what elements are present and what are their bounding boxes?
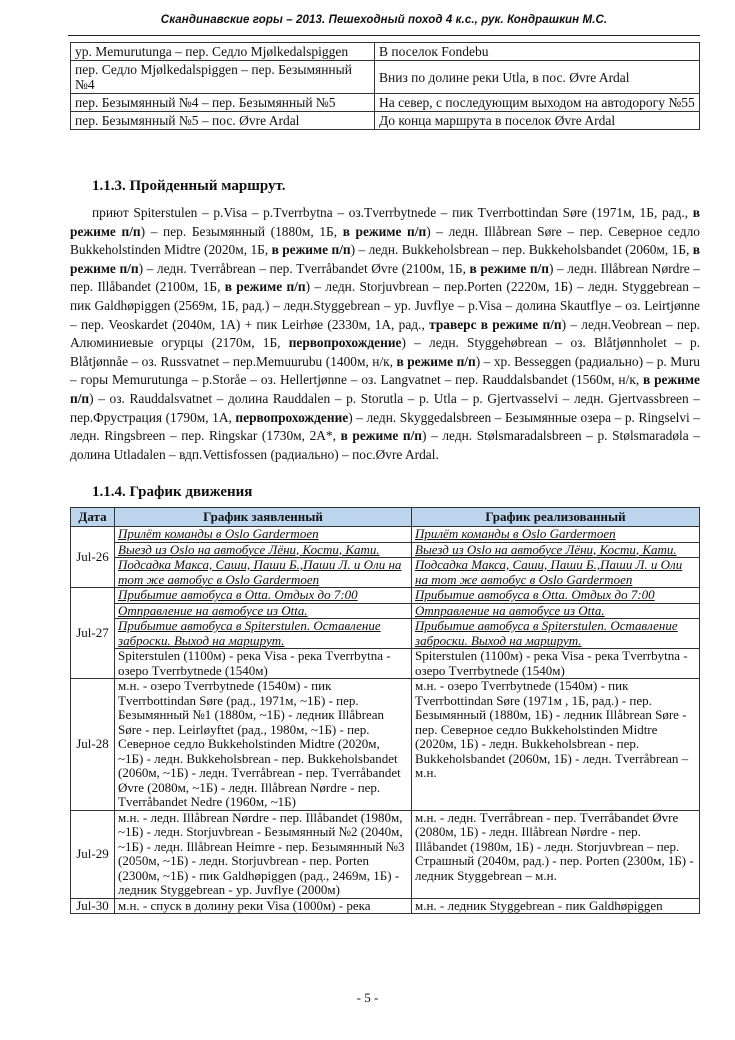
- route-text-segment: ) – оз. Rauddalsvatnet – долина Rauddalen – р. Storutla – р. Utla – р. Gjertvasselvi – ледн. Gjertvassbreen – пер.Фрустрация (1790м, 1А,: [70, 390, 700, 425]
- schedule-row: [71, 679, 700, 811]
- actual-cell: [412, 679, 700, 811]
- route-emphasis: первопрохождение: [235, 409, 349, 425]
- planned-cell: [115, 603, 412, 619]
- schedule-date-cell: Jul-28: [71, 679, 115, 811]
- actual-text: м.н. - ледник Styggebrean - пик Galdhøpiggen: [415, 897, 663, 913]
- schedule-row: [71, 898, 700, 914]
- route-segments-table: [70, 42, 700, 130]
- actual-text: Прибытие автобуса в Otta. Отдых до 7:00: [415, 587, 655, 602]
- planned-text: Прибытие автобуса в Otta. Отдых до 7:00: [118, 587, 358, 602]
- schedule-date-cell: Jul-26: [71, 527, 115, 588]
- route-emphasis: в режиме п/п: [340, 428, 423, 444]
- route-segment-cell: пер. Седло Mjølkedalspiggen – пер. Безымянный №4: [71, 61, 375, 94]
- planned-text: Прилёт команды в Oslo Gardermoen: [118, 526, 319, 541]
- route-text-segment: ) – ледн. Illåbrean Nørdre – пер. Illåbandet (2100м, 1Б,: [70, 260, 700, 295]
- planned-cell: [115, 527, 412, 543]
- planned-text: м.н. - озеро Tverrbytnede (1540м) - пик Tverrbottindan Søre (рад., 1971м, ~1Б) - пер. Безымянный №1 (1880м, ~1Б) - ледник Illåbrean Søre - пер. Leirløyftet (рад., 1980м, ~1Б) - пер. Северное седло Bukkeholstinden Midtre (2020м, ~1Б) - ледн. Bukkeholsbrean - пер. Bukkeholsbandet (2060м, ~1Б) - ледн. Tverråbrean - пер. Tverråbandet Øvre (2080м, ~1Б) - ледн. Illåbrean Nørdre - пер. Tverråbandet Nedre (1960м, ~1Б): [118, 678, 401, 809]
- header-actual: График реализованный: [412, 508, 700, 527]
- header-date: Дата: [71, 508, 115, 527]
- actual-text: Прибытие автобуса в Spiterstulen. Оставление заброски. Выход на маршрут.: [415, 618, 678, 648]
- planned-cell: [115, 810, 412, 898]
- planned-cell: [115, 588, 412, 604]
- route-segment-cell: пер. Безымянный №5 – пос. Øvre Ardal: [71, 112, 375, 130]
- schedule-row: [71, 558, 700, 588]
- schedule-row: [71, 542, 700, 558]
- actual-cell: [412, 603, 700, 619]
- planned-cell: [115, 679, 412, 811]
- route-emphasis: в режиме п/п: [469, 260, 549, 276]
- route-text-segment: ) – ледн. Tverråbrean – пер. Tverråbandet Øvre (2100м, 1Б,: [138, 260, 470, 276]
- route-text-segment: ) – ледн. Storjuvbrean – пер.Porten (2220м, 1Б) – ледн. Styggebrean – пик Galdhøpiggen (2569м, 1Б, рад.) – ледн.Styggebrean – ур. Juvflye – р.Visa – долина Skautflye – оз. Leirtjønne – пер. Veoskardet (2040м, 1А) + пик Leirhøe (2330м, 1А, рад.,: [70, 279, 700, 332]
- route-segment-row: [71, 112, 700, 130]
- actual-cell: [412, 898, 700, 914]
- actual-cell: [412, 558, 700, 588]
- header-planned: График заявленный: [115, 508, 412, 527]
- planned-text: Spiterstulen (1100м) - река Visa - река Tverrbytna - озеро Tverrbytnede (1540м): [118, 648, 391, 678]
- actual-text: м.н. - озеро Tverrbytnede (1540м) - пик Tverrbottindan Søre (1971м , 1Б, рад.) - пер. Безымянный (1880м, 1Б) - ледник Illåbrean Søre - пер. Северное седло Bukkeholstinden Midtre (2020м, 1Б) - ледн. Bukkeholsbrean - пер. Bukkeholsbandet (2060м, 1Б) - ледн. Tverråbrean – м.н.: [415, 678, 689, 780]
- route-segment-row: [71, 94, 700, 112]
- actual-text: Отправление на автобусе из Otta.: [415, 602, 605, 618]
- planned-cell: [115, 649, 412, 679]
- route-text-segment: ) – ледн. Illåbrean Søre – пер. Северное седло Bukkeholstinden Midtre (2020м, 1Б,: [70, 223, 700, 258]
- schedule-row: [71, 588, 700, 604]
- route-segment-cell: ур. Memurutunga – пер. Седло Mjølkedalspiggen: [71, 43, 375, 61]
- planned-text: Прибытие автобуса в Spiterstulen. Оставление заброски. Выход на маршрут.: [118, 618, 381, 648]
- planned-cell: [115, 898, 412, 914]
- planned-text: м.н. - спуск в долину реки Visa (1000м) - река: [118, 897, 371, 913]
- route-emphasis: в режиме п/п: [271, 242, 351, 258]
- actual-cell: [412, 542, 700, 558]
- planned-cell: [115, 619, 412, 649]
- schedule-date-cell: Jul-29: [71, 810, 115, 898]
- route-emphasis: в режиме п/п: [224, 279, 306, 295]
- actual-text: м.н. - ледн. Tverråbrean - пер. Tverråbandet Øvre (2080м, 1Б) - ледн. Illåbrean Nørdre - пер. Illåbandet (1980м, 1Б) - ледн. Storjuvbrean – пер. Страшный (2040м, рад.) - пер. Porten (2300м, 1Б) - ледник Styggebrean – м.н.: [415, 809, 694, 883]
- route-segment-row: [71, 61, 700, 94]
- planned-text: Выезд из Oslo на автобусе Лёни, Кости, Кати.: [118, 541, 380, 557]
- route-text-segment: приют Spiterstulen – р.Visa – р.Tverrbytna – оз.Tverrbytnede – пик Tverrbottindan Søre (1971м, 1Б, рад.,: [92, 205, 693, 220]
- route-text-segment: ) – ледн. Skyggedalsbreen – Безымянные озера – р. Ringselvi – ледн. Ringsbreen – пер. Ringskar (1730м, 2А*,: [70, 409, 701, 444]
- planned-cell: [115, 542, 412, 558]
- schedule-row: [71, 649, 700, 679]
- schedule-row: [71, 619, 700, 649]
- route-text-segment: ) – ледн. Styggehøbrean – оз. Blåtjønnholet – р. Blåtjønnåe – оз. Russvatnet – пер.Memuurubu (1400м, н/к,: [70, 335, 700, 369]
- actual-text: Прилёт команды в Oslo Gardermoen: [415, 526, 616, 541]
- route-text-segment: ) – ледн. Stølsmaradalsbreen – р. Stølsmaradøla – долина Utladalen – вдп.Vettisfossen (радиально) – пос.Øvre Ardal.: [70, 428, 700, 462]
- actual-cell: [412, 527, 700, 543]
- route-emphasis: в режиме п/п: [70, 205, 700, 239]
- route-text-segment: ) – ледн.Veobrean – пер. Алюминиевые огурцы (2170м, 1Б,: [70, 316, 701, 351]
- route-direction-cell: На север, с последующим выходом на автодорогу №55: [375, 94, 700, 112]
- route-segment-row: [71, 43, 700, 61]
- planned-cell: [115, 558, 412, 588]
- planned-text: Отправление на автобусе из Otta.: [118, 602, 308, 618]
- section-heading-schedule: 1.1.4. График движения: [92, 484, 253, 500]
- actual-cell: [412, 588, 700, 604]
- route-direction-cell: До конца маршрута в поселок Øvre Ardal: [375, 112, 700, 130]
- route-text-segment: ) – ледн. Bukkeholsbrean – пер. Bukkeholsbandet (2060м, 1Б,: [350, 242, 693, 258]
- route-text-segment: ) – хр. Besseggen (радиально) – р. Muru – горы Memurutunga – р.Storåe – оз. Hellertjønne – оз. Langvatnet – пер. Rauddalsbandet (1560м, н/к,: [70, 353, 700, 388]
- actual-text: Выезд из Oslo на автобусе Лёни, Кости, Кати.: [415, 541, 677, 557]
- route-direction-cell: Вниз по долине реки Utla, в пос. Øvre Ardal: [375, 61, 700, 94]
- planned-text: м.н. - ледн. Illåbrean Nørdre - пер. Illåbandet (1980м, ~1Б) - ледн. Storjuvbrean - Безымянный №2 (2040м, ~1Б) - ледн. Illåbrean Heimre - пер. Безымянный №3 (2050м, ~1Б) - ледн. Storjuvbrean - пер. Porten (2300м, ~1Б) - пик Galdhøpiggen (рад., 2469м, 1Б) - ледник Styggebrean - ур. Juvflye (2000м): [118, 809, 405, 897]
- actual-cell: [412, 619, 700, 649]
- route-description: [70, 204, 700, 464]
- actual-cell: [412, 649, 700, 679]
- running-header: Скандинавские горы – 2013. Пешеходный поход 4 к.с., рук. Кондрашкин М.С.: [160, 14, 608, 26]
- route-emphasis: траверс в режиме п/п: [429, 316, 562, 332]
- header-rule: [68, 35, 700, 36]
- schedule-header-row: [71, 508, 700, 527]
- route-segment-cell: пер. Безымянный №4 – пер. Безымянный №5: [71, 94, 375, 112]
- route-emphasis: в режиме п/п: [396, 353, 476, 369]
- schedule-date-cell: Jul-27: [71, 588, 115, 679]
- route-text-segment: ) – пер. Безымянный (1880м, 1Б,: [140, 223, 343, 239]
- route-emphasis: в режиме п/п: [342, 223, 427, 239]
- schedule-date-cell: Jul-30: [71, 898, 115, 914]
- route-emphasis: в режиме п/п: [70, 372, 700, 406]
- route-emphasis: первопрохождение: [288, 335, 402, 351]
- route-direction-cell: В поселок Fondebu: [375, 43, 700, 61]
- section-heading-route: 1.1.3. Пройденный маршрут.: [92, 178, 286, 194]
- schedule-table: [70, 507, 700, 914]
- actual-text: Подсадка Макса, Саши, Паши Б.,Паши Л. и Оли на тот же автобус в Oslo Gardermoen: [415, 557, 683, 587]
- page-number: - 5 -: [356, 990, 379, 1005]
- schedule-row: [71, 810, 700, 898]
- schedule-row: [71, 603, 700, 619]
- planned-text: Подсадка Макса, Саши, Паши Б.,Паши Л. и Оли на тот же автобус в Oslo Gardermoen: [118, 557, 402, 587]
- schedule-row: [71, 527, 700, 543]
- actual-cell: [412, 810, 700, 898]
- route-emphasis: в режиме п/п: [70, 242, 700, 276]
- actual-text: Spiterstulen (1100м) - река Visa - река Tverrbytna - озеро Tverrbytnede (1540м): [415, 648, 688, 678]
